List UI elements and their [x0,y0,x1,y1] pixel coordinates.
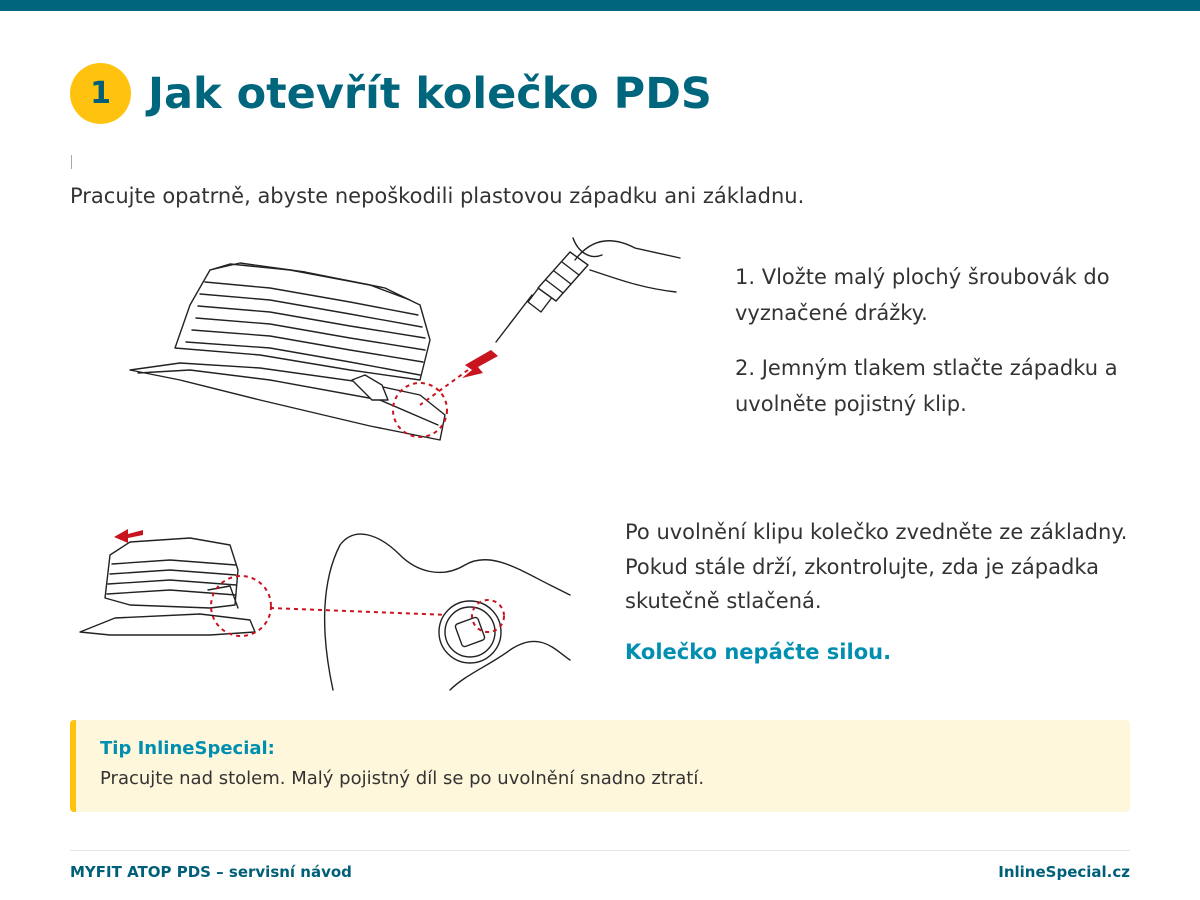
page-subtitle: Pracujte opatrně, abyste nepoškodili plastovou západku ani základnu. [70,184,805,208]
footer-website: InlineSpecial.cz [998,863,1130,881]
top-bar [0,0,1200,11]
warning-text: Kolečko nepáčte silou. [625,639,892,664]
step-instructions [735,259,1175,441]
wheel-lifting-illustration [70,510,575,695]
step-2-text: 2. Jemným tlakem stlačte západku a uvolněte pojistný klip. [735,356,1118,416]
page-title: Jak otevřít kolečko PDS [148,69,712,119]
tip-text: Pracujte nad stolem. Malý pojistný díl se po uvolnění snadno ztratí. [100,768,705,789]
divider-tick [71,155,72,169]
footer-document-title: MYFIT ATOP PDS – servisní návod [70,863,352,881]
footer-divider [70,850,1130,851]
screwdriver-insertion-illustration [120,230,685,450]
lifting-text: Po uvolnění klipu kolečko zvedněte ze základny. Pokud stále drží, zkontrolujte, zda je západka skutečně stlačená. [625,520,1128,613]
pds-wheel-base-icon [130,263,445,440]
lifting-description [625,515,1145,669]
screwdriver-icon [496,238,680,342]
step-1-text: 1. Vložte malý plochý šroubovák do vyznačené drážky. [735,265,1110,325]
tip-box [70,720,1130,812]
insertion-arrow-icon [420,350,498,405]
tip-title: Tip InlineSpecial: [100,738,275,759]
step-number-badge: 1 [70,63,131,124]
lifted-wheel-icon [80,538,255,635]
